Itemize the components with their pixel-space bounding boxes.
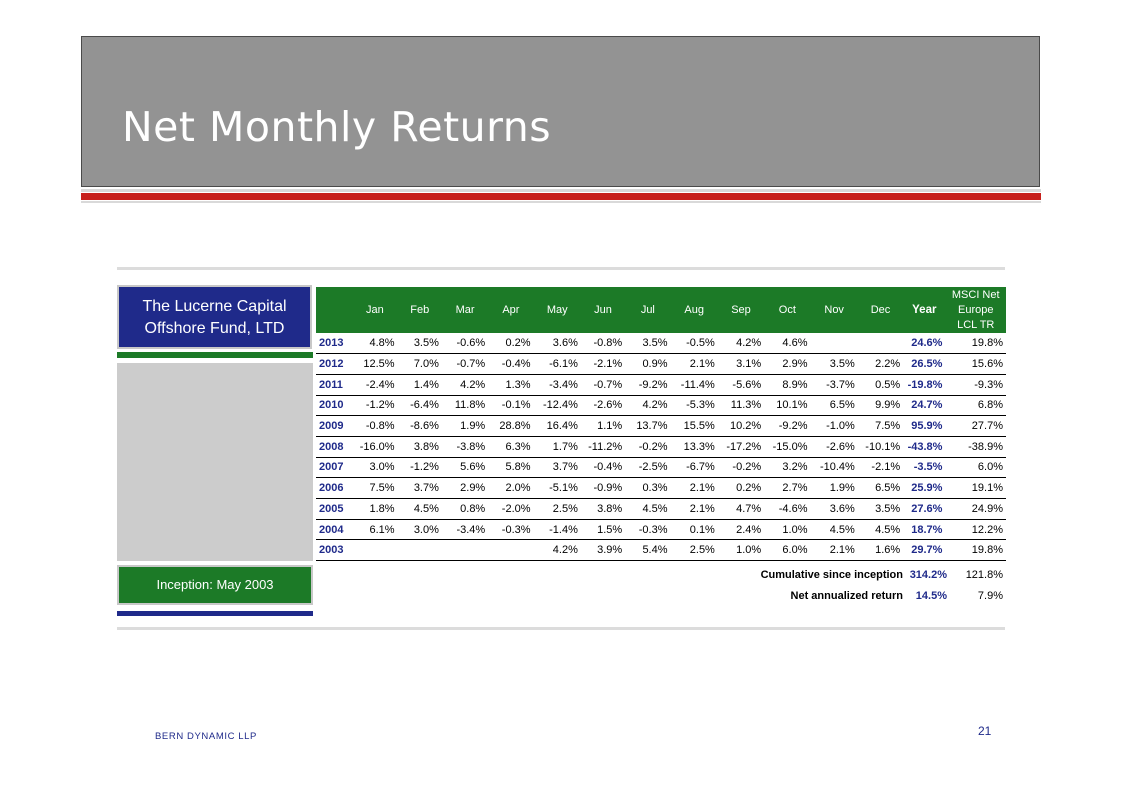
cell-month-return: -1.0% bbox=[826, 420, 855, 433]
cell-month-return: 0.2% bbox=[736, 482, 762, 495]
cell-month-return: -6.4% bbox=[410, 399, 439, 412]
cell-month-return: -0.2% bbox=[732, 461, 762, 474]
header-jul: Jul bbox=[640, 304, 655, 316]
cell-month-return bbox=[442, 540, 488, 561]
cell-month-return: 16.4% bbox=[546, 420, 578, 433]
header-feb: Feb bbox=[410, 304, 430, 316]
cell-month-return: -0.4% bbox=[501, 358, 531, 371]
cell-month-return: -0.4% bbox=[593, 461, 623, 474]
cell-month-return: 3.2% bbox=[782, 461, 808, 474]
cell-month-return: -12.4% bbox=[543, 399, 578, 412]
cell-month-return: -11.2% bbox=[588, 440, 623, 453]
cell-month-return: 1.9% bbox=[829, 482, 855, 495]
cell-month-return: -2.1% bbox=[593, 358, 623, 371]
cell-month-return: -16.0% bbox=[359, 440, 395, 453]
cell-month-return: -11.4% bbox=[680, 378, 715, 391]
cell-month-return: -0.7% bbox=[593, 378, 623, 391]
cell-month-return: 3.5% bbox=[642, 337, 668, 350]
cell-month-return: 4.6% bbox=[782, 337, 808, 350]
cell-year-total: 24.6% bbox=[911, 337, 943, 350]
cell-year-total: 24.7% bbox=[911, 399, 943, 412]
header-nov: Nov bbox=[824, 304, 844, 316]
cell-month-return: 12.5% bbox=[363, 358, 395, 371]
cell-month-return: -2.1% bbox=[871, 461, 901, 474]
cell-year-total: 18.7% bbox=[911, 523, 943, 536]
summary-cumulative-msci: 121.8% bbox=[965, 569, 1003, 581]
cell-month-return: 3.8% bbox=[597, 502, 623, 515]
returns-table-container bbox=[316, 287, 1006, 561]
cell-month-return: 2.1% bbox=[689, 482, 715, 495]
inception-box: Inception: May 2003 bbox=[117, 565, 313, 605]
fund-name-line2: Offshore Fund, LTD bbox=[144, 320, 285, 337]
cell-month-return: 2.0% bbox=[505, 482, 531, 495]
row-year-label: 2011 bbox=[319, 378, 343, 391]
table-body bbox=[316, 333, 1006, 561]
cell-month-return: 9.9% bbox=[875, 399, 901, 412]
summary-annualized-label: Net annualized return bbox=[790, 590, 903, 602]
row-year-label: 2012 bbox=[319, 358, 344, 371]
cell-month-return: -0.8% bbox=[365, 420, 395, 433]
cell-month-return: -3.8% bbox=[456, 440, 486, 453]
cell-month-return: 3.0% bbox=[369, 461, 395, 474]
cell-month-return: -1.2% bbox=[410, 461, 439, 474]
cell-month-return: 1.4% bbox=[413, 378, 439, 391]
cell-month-return: 7.5% bbox=[875, 420, 901, 433]
cell-month-return: 6.1% bbox=[369, 523, 395, 536]
cell-month-return: 1.0% bbox=[782, 523, 808, 536]
summary-annualized-msci: 7.9% bbox=[977, 590, 1003, 602]
cell-month-return: -3.4% bbox=[549, 378, 578, 391]
table-row bbox=[316, 374, 1006, 395]
cell-month-return: 0.3% bbox=[642, 482, 668, 495]
cell-month-return: 28.8% bbox=[499, 420, 531, 433]
cell-month-return: 3.5% bbox=[829, 358, 855, 371]
header-msci bbox=[945, 287, 1006, 333]
cell-msci: -38.9% bbox=[968, 440, 1003, 453]
cell-msci: 19.8% bbox=[971, 544, 1003, 557]
cell-msci: 15.6% bbox=[971, 358, 1003, 371]
header-dec: Dec bbox=[870, 304, 891, 316]
row-year-label: 2005 bbox=[319, 502, 344, 515]
cell-month-return: 1.3% bbox=[505, 378, 531, 391]
cell-month-return: 3.0% bbox=[413, 523, 439, 536]
cell-month-return bbox=[858, 333, 903, 354]
cell-month-return: -15.0% bbox=[772, 440, 808, 453]
cell-year-total: 27.6% bbox=[911, 502, 943, 515]
table-frame-top bbox=[117, 267, 1005, 270]
divider-grey-bottom bbox=[81, 201, 1041, 203]
cell-month-return: 10.1% bbox=[776, 399, 808, 412]
table-row bbox=[316, 478, 1006, 499]
summary-cumulative-row bbox=[316, 569, 1006, 587]
cell-month-return: 3.5% bbox=[875, 502, 901, 515]
cell-msci: 19.8% bbox=[971, 337, 1003, 350]
cell-month-return: 2.1% bbox=[689, 502, 715, 515]
cell-month-return: -10.1% bbox=[865, 440, 901, 453]
cell-month-return: 6.5% bbox=[875, 482, 901, 495]
cell-month-return: -1.4% bbox=[549, 523, 578, 536]
cell-month-return: 3.7% bbox=[413, 482, 439, 495]
page-title: Net Monthly Returns bbox=[122, 103, 552, 151]
cell-month-return: 4.5% bbox=[413, 502, 439, 515]
cell-month-return: 2.1% bbox=[689, 358, 715, 371]
cell-msci: 6.8% bbox=[977, 399, 1003, 412]
table-row bbox=[316, 436, 1006, 457]
cell-month-return: 13.3% bbox=[683, 440, 715, 453]
cell-msci: 19.1% bbox=[971, 482, 1003, 495]
header-msci-line1: MSCI Net bbox=[951, 288, 1000, 301]
cell-month-return: -2.6% bbox=[593, 399, 623, 412]
cell-month-return: 1.5% bbox=[597, 523, 623, 536]
cell-month-return: 0.1% bbox=[689, 523, 715, 536]
fund-name-box bbox=[117, 285, 312, 349]
cell-msci: 6.0% bbox=[977, 461, 1003, 474]
table-row bbox=[316, 333, 1006, 354]
cell-year-total: -3.5% bbox=[913, 461, 943, 474]
cell-month-return: -10.4% bbox=[819, 461, 855, 474]
fund-name-line1: The Lucerne Capital bbox=[142, 298, 287, 315]
cell-month-return: 15.5% bbox=[683, 420, 715, 433]
cell-month-return bbox=[398, 540, 442, 561]
row-year-label: 2008 bbox=[319, 440, 344, 453]
cell-month-return: -0.2% bbox=[638, 440, 668, 453]
cell-msci: 27.7% bbox=[971, 420, 1003, 433]
cell-month-return: 1.6% bbox=[875, 544, 901, 557]
cell-year-total: 26.5% bbox=[911, 358, 943, 371]
row-year-label: 2010 bbox=[319, 399, 344, 412]
table-header-row bbox=[316, 287, 1006, 333]
cell-month-return bbox=[488, 540, 533, 561]
returns-table bbox=[316, 287, 1006, 561]
cell-month-return: 4.2% bbox=[460, 378, 486, 391]
cell-month-return: 0.2% bbox=[505, 337, 531, 350]
cell-month-return: 3.5% bbox=[413, 337, 439, 350]
cell-month-return: -2.6% bbox=[826, 440, 855, 453]
cell-month-return: -1.2% bbox=[365, 399, 395, 412]
cell-month-return: 5.4% bbox=[642, 544, 668, 557]
cell-month-return: 1.8% bbox=[369, 502, 395, 515]
cell-month-return: 3.9% bbox=[597, 544, 623, 557]
cell-month-return: 5.6% bbox=[460, 461, 486, 474]
cell-month-return bbox=[811, 333, 858, 354]
cell-month-return: 3.7% bbox=[552, 461, 578, 474]
cell-month-return: 4.5% bbox=[829, 523, 855, 536]
cell-year-total: 29.7% bbox=[911, 544, 943, 557]
header-may: May bbox=[546, 304, 568, 316]
cell-month-return: -9.2% bbox=[638, 378, 668, 391]
cell-month-return: -5.3% bbox=[686, 399, 715, 412]
row-year-label: 2006 bbox=[319, 482, 344, 495]
header-oct: Oct bbox=[778, 304, 796, 316]
cell-month-return: -8.6% bbox=[410, 420, 439, 433]
cell-month-return: -2.0% bbox=[501, 502, 531, 515]
cell-month-return: 4.5% bbox=[875, 523, 901, 536]
cell-month-return: -2.4% bbox=[365, 378, 395, 391]
cell-month-return: -3.7% bbox=[826, 378, 855, 391]
cell-month-return: -3.4% bbox=[456, 523, 486, 536]
cell-month-return: 10.2% bbox=[729, 420, 762, 433]
cell-month-return: -0.1% bbox=[501, 399, 531, 412]
cell-month-return: 1.7% bbox=[552, 440, 578, 453]
divider-red bbox=[81, 193, 1041, 200]
header-jan: Jan bbox=[366, 304, 384, 316]
cell-month-return: 7.0% bbox=[413, 358, 439, 371]
cell-month-return: -0.3% bbox=[501, 523, 531, 536]
cell-month-return: 4.8% bbox=[369, 337, 395, 350]
cell-month-return: 1.9% bbox=[460, 420, 486, 433]
table-frame-bottom bbox=[117, 627, 1005, 630]
cell-month-return: -0.6% bbox=[456, 337, 486, 350]
row-year-label: 2003 bbox=[319, 544, 344, 557]
cell-month-return: -17.2% bbox=[726, 440, 762, 453]
cell-month-return: 6.0% bbox=[782, 544, 808, 557]
cell-month-return: 2.7% bbox=[782, 482, 808, 495]
cell-month-return: 11.8% bbox=[454, 399, 486, 412]
cell-month-return: 6.5% bbox=[829, 399, 855, 412]
page-number: 21 bbox=[978, 724, 992, 738]
cell-month-return: 4.2% bbox=[552, 544, 578, 557]
header-sep: Sep bbox=[731, 304, 751, 316]
cell-month-return: -5.6% bbox=[732, 378, 762, 391]
summary-cumulative-label: Cumulative since inception bbox=[760, 569, 903, 581]
cell-month-return: 7.5% bbox=[369, 482, 395, 495]
cell-month-return: 0.5% bbox=[875, 378, 901, 391]
table-row bbox=[316, 354, 1006, 375]
cell-month-return: -0.8% bbox=[593, 337, 623, 350]
cell-month-return: 3.8% bbox=[413, 440, 439, 453]
header-aug: Aug bbox=[684, 304, 704, 316]
table-row bbox=[316, 519, 1006, 540]
cell-msci: -9.3% bbox=[974, 378, 1003, 391]
summary-cumulative-year: 314.2% bbox=[909, 569, 947, 581]
cell-month-return: 4.2% bbox=[736, 337, 762, 350]
cell-month-return: 3.1% bbox=[736, 358, 762, 371]
cell-month-return: 4.7% bbox=[736, 502, 762, 515]
cell-month-return: -0.3% bbox=[638, 523, 668, 536]
cell-year-total: 25.9% bbox=[911, 482, 943, 495]
header-apr: Apr bbox=[502, 304, 520, 316]
header-jun: Jun bbox=[594, 304, 612, 316]
table-row bbox=[316, 395, 1006, 416]
header-msci-line2: Europe bbox=[957, 303, 994, 316]
cell-month-return: 5.8% bbox=[505, 461, 531, 474]
grey-panel bbox=[117, 363, 313, 561]
cell-month-return: -6.7% bbox=[686, 461, 715, 474]
header-blank bbox=[316, 287, 352, 333]
footer-company: BERN DYNAMIC LLP bbox=[155, 731, 257, 742]
cell-month-return: -0.7% bbox=[456, 358, 486, 371]
cell-month-return: 4.5% bbox=[642, 502, 668, 515]
cell-month-return bbox=[352, 540, 397, 561]
cell-month-return: -5.1% bbox=[549, 482, 578, 495]
row-year-label: 2009 bbox=[319, 420, 344, 433]
cell-month-return: 0.8% bbox=[460, 502, 486, 515]
cell-month-return: 0.9% bbox=[642, 358, 668, 371]
cell-year-total: -43.8% bbox=[907, 440, 943, 453]
row-year-label: 2013 bbox=[319, 337, 344, 350]
cell-month-return: -9.2% bbox=[778, 420, 808, 433]
cell-month-return: 8.9% bbox=[782, 378, 808, 391]
cell-month-return: 1.0% bbox=[736, 544, 762, 557]
row-year-label: 2007 bbox=[319, 461, 344, 474]
cell-month-return: 2.5% bbox=[552, 502, 578, 515]
green-accent-bar bbox=[117, 352, 313, 358]
cell-msci: 24.9% bbox=[971, 502, 1003, 515]
cell-month-return: 2.1% bbox=[829, 544, 855, 557]
cell-month-return: -4.6% bbox=[778, 502, 808, 515]
row-year-label: 2004 bbox=[319, 523, 344, 536]
table-row bbox=[316, 416, 1006, 437]
cell-month-return: 2.9% bbox=[782, 358, 808, 371]
blue-accent-bar bbox=[117, 611, 313, 616]
cell-month-return: -2.5% bbox=[638, 461, 668, 474]
header-mar: Mar bbox=[455, 304, 475, 316]
cell-month-return: -6.1% bbox=[549, 358, 578, 371]
cell-month-return: 6.3% bbox=[505, 440, 531, 453]
cell-month-return: 1.1% bbox=[597, 420, 623, 433]
table-row bbox=[316, 457, 1006, 478]
cell-year-total: 95.9% bbox=[911, 420, 943, 433]
cell-month-return: -0.9% bbox=[593, 482, 623, 495]
cell-month-return: 3.6% bbox=[552, 337, 578, 350]
cell-month-return: 13.7% bbox=[636, 420, 668, 433]
header-year: Year bbox=[912, 304, 937, 316]
table-row bbox=[316, 499, 1006, 520]
cell-month-return: 2.2% bbox=[875, 358, 901, 371]
cell-msci: 12.2% bbox=[971, 523, 1003, 536]
cell-year-total: -19.8% bbox=[907, 378, 943, 391]
cell-month-return: 3.6% bbox=[829, 502, 855, 515]
header-msci-line3: LCL TR bbox=[957, 318, 995, 331]
cell-month-return: 11.3% bbox=[730, 399, 762, 412]
summary-annualized-year: 14.5% bbox=[915, 590, 947, 602]
cell-month-return: 2.5% bbox=[689, 544, 715, 557]
cell-month-return: 2.4% bbox=[736, 523, 762, 536]
cell-month-return: 2.9% bbox=[460, 482, 486, 495]
summary-annualized-row bbox=[316, 590, 1006, 608]
table-row bbox=[316, 540, 1006, 561]
divider-grey-top bbox=[81, 189, 1041, 192]
cell-month-return: -0.5% bbox=[686, 337, 715, 350]
cell-month-return: 4.2% bbox=[642, 399, 668, 412]
title-banner bbox=[81, 36, 1040, 187]
